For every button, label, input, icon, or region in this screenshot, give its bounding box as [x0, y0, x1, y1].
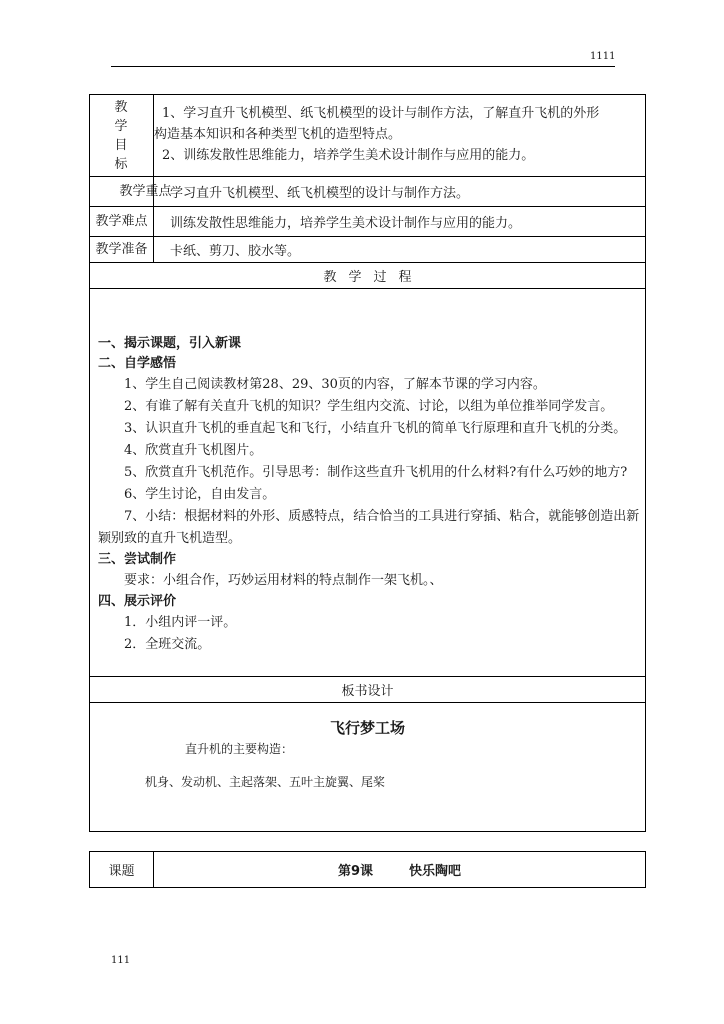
goals-label-char: 目 [114, 137, 129, 153]
goals-label-cell [90, 95, 154, 177]
footer-page-number: 111 [111, 955, 131, 966]
goals-content [154, 95, 646, 177]
difficulties-label: 教学难点 [90, 207, 154, 237]
preparation-label: 教学准备 [90, 237, 154, 263]
list-item: 1、学生自己阅读教材第28、29、30页的内容，了解本节课的学习内容。 [124, 377, 546, 392]
section-heading: 二、自学感悟 [98, 356, 177, 371]
section-heading: 四、展示评价 [98, 594, 177, 609]
list-item: 6、学生讨论，自由发言。 [124, 487, 276, 502]
next-lesson-title: 快乐陶吧 [409, 864, 462, 879]
list-item: 5、欣赏直升飞机范作。引导思考：制作这些直升飞机用的什么材料?有什么巧妙的地方? [124, 465, 628, 480]
header-rule [111, 66, 615, 67]
key-points-value: 学习直升飞机模型、纸飞机模型的设计与制作方法。 [154, 177, 646, 207]
preparation-value: 卡纸、剪刀、胶水等。 [154, 237, 646, 263]
board-subtitle: 直升机的主要构造： [185, 742, 294, 756]
goal-2: 2、训练发散性思维能力，培养学生美术设计制作与应用的能力。 [162, 148, 535, 163]
goal-1: 1、学习直升飞机模型、纸飞机模型的设计与制作方法，了解直升飞机的外形 [162, 106, 600, 121]
section-heading: 三、尝试制作 [98, 552, 177, 567]
goal-1-continued: 构造基本知识和各种类型飞机的造型特点。 [154, 127, 402, 142]
lesson-plan-table [89, 94, 646, 832]
key-points-label: 教学重点 [119, 184, 172, 199]
section-heading: 一、揭示课题，引入新课 [98, 336, 242, 351]
next-lesson-heading [154, 852, 646, 888]
process-body-row [90, 289, 646, 677]
board-design [90, 703, 646, 832]
next-lesson-table [89, 851, 646, 888]
list-item: 2．全班交流。 [124, 637, 211, 652]
difficulties-value: 训练发散性思维能力，培养学生美术设计制作与应用的能力。 [154, 207, 646, 237]
preparation-row [90, 237, 646, 263]
board-header: 板书设计 [90, 677, 646, 703]
goals-row [90, 95, 646, 177]
goals-label-char: 教 [114, 99, 129, 115]
list-item: 2、有谁了解有关直升飞机的知识？学生组内交流、讨论，以组为单位推举同学发言。 [124, 399, 614, 414]
process-title: 教学过程 [90, 263, 646, 289]
list-item: 1．小组内评一评。 [124, 615, 237, 630]
next-lesson-label: 课题 [90, 852, 154, 888]
goals-label-char: 学 [114, 118, 129, 134]
list-item: 4、欣赏直升飞机图片。 [124, 443, 263, 458]
section-text: 要求：小组合作，巧妙运用材料的特点制作一架飞机。、 [124, 573, 443, 588]
goals-label-char: 标 [114, 156, 129, 172]
next-lesson-number: 第9课 [337, 864, 374, 879]
board-row [90, 703, 646, 832]
list-item: 3、认识直升飞机的垂直起飞和飞行，小结直升飞机的简单飞行原理和直升飞机的分类。 [124, 421, 627, 436]
board-parts: 机身、发动机、主起落架、五叶主旋翼、尾桨 [145, 775, 386, 789]
header-page-number: 1111 [590, 51, 616, 62]
process-body [90, 289, 646, 677]
board-header-row [90, 677, 646, 703]
list-item: 7、小结：根据材料的外形、质感特点，结合恰当的工具进行穿插、粘合，就能够创造出新颖别致的直升飞机造型。 [98, 509, 640, 546]
process-title-row [90, 263, 646, 289]
key-points-row [90, 177, 646, 207]
board-title: 飞行梦工场 [329, 719, 405, 737]
difficulties-row [90, 207, 646, 237]
